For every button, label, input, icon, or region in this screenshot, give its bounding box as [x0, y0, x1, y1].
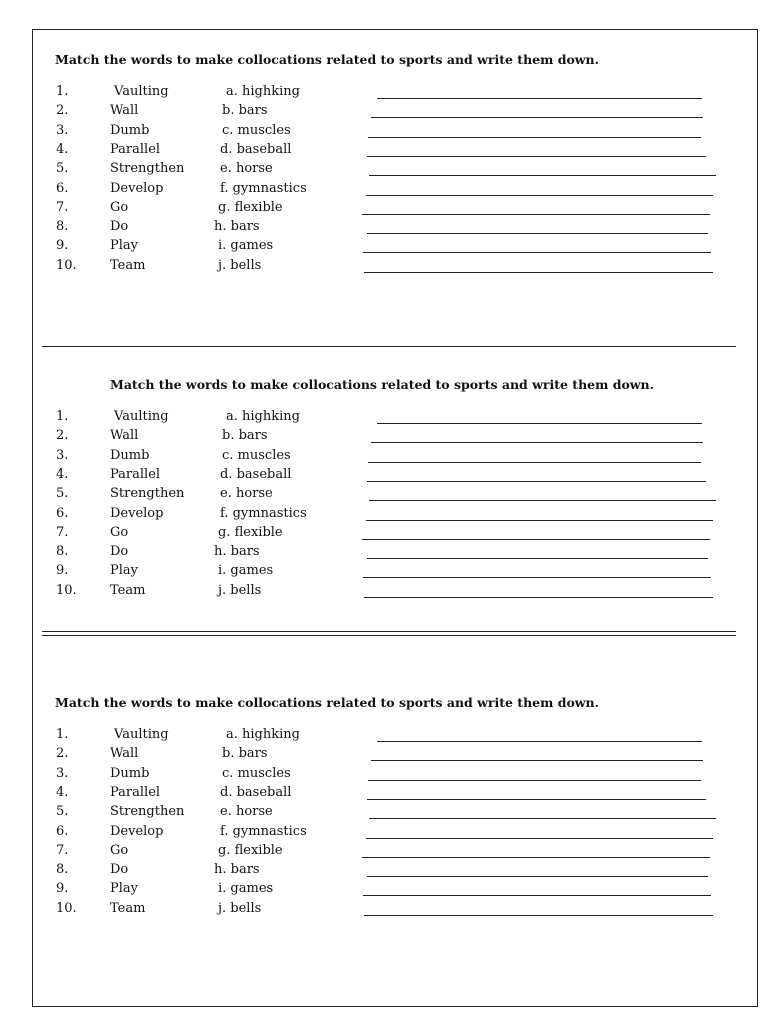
answer-line[interactable] [363, 577, 711, 578]
item-number: 1. [56, 84, 69, 99]
item-number: 7. [56, 199, 69, 215]
word-left: Develop [110, 823, 164, 839]
exercise-row [0, 746, 768, 765]
answer-line[interactable] [371, 117, 703, 118]
answer-line[interactable] [367, 799, 706, 800]
word-match: b. bars [222, 746, 268, 762]
item-number: 8. [56, 544, 69, 560]
word-match: f. gymnastics [220, 505, 307, 521]
word-match: f. gymnastics [220, 823, 307, 839]
exercise-row [0, 123, 768, 142]
word-left: Play [110, 881, 138, 897]
exercise-row [0, 103, 768, 122]
item-number: 3. [56, 122, 69, 138]
word-match: g. flexible [218, 199, 283, 215]
exercise-row [0, 238, 768, 257]
word-left: Vaulting [114, 84, 169, 99]
word-left: Develop [110, 180, 164, 196]
exercise-row [0, 544, 768, 563]
item-number: 10. [56, 900, 77, 916]
word-match: d. baseball [220, 141, 292, 157]
exercise-row [0, 219, 768, 238]
item-number: 6. [56, 505, 69, 521]
answer-line[interactable] [363, 252, 711, 253]
item-number: 9. [56, 881, 69, 897]
word-left: Play [110, 238, 138, 254]
word-match: e. horse [220, 486, 273, 502]
word-left: Develop [110, 505, 164, 521]
exercise-row [0, 142, 768, 161]
item-number: 6. [56, 180, 69, 196]
item-number: 2. [56, 103, 69, 119]
answer-line[interactable] [371, 760, 703, 761]
exercise-row [0, 727, 768, 746]
word-left: Parallel [110, 784, 161, 800]
answer-line[interactable] [368, 137, 701, 138]
word-match: i. games [218, 881, 274, 897]
item-number: 5. [56, 486, 69, 502]
answer-line[interactable] [366, 838, 713, 839]
exercise-row [0, 766, 768, 785]
word-match: h. bars [214, 544, 260, 560]
exercise-row [0, 525, 768, 544]
word-match: h. bars [214, 219, 260, 235]
answer-line[interactable] [362, 214, 710, 215]
item-number: 3. [56, 447, 69, 463]
item-number: 8. [56, 219, 69, 235]
word-match: c. muscles [222, 765, 291, 781]
word-left: Do [110, 544, 129, 560]
item-number: 4. [56, 141, 69, 157]
item-number: 10. [56, 582, 77, 598]
word-match: d. baseball [220, 466, 292, 482]
answer-line[interactable] [364, 272, 713, 273]
answer-line[interactable] [367, 876, 708, 877]
word-left: Play [110, 563, 138, 579]
word-match: j. bells [218, 582, 262, 598]
answer-line[interactable] [367, 481, 706, 482]
item-number: 1. [56, 409, 69, 424]
word-left: Do [110, 862, 129, 878]
word-left: Parallel [110, 466, 161, 482]
instruction-text: Match the words to make collocations related to sports and write them down. [110, 377, 654, 392]
word-match: i. games [218, 563, 274, 579]
word-left: Wall [110, 746, 139, 762]
answer-line[interactable] [367, 233, 708, 234]
exercise-row [0, 506, 768, 525]
item-number: 8. [56, 862, 69, 878]
answer-line[interactable] [368, 780, 701, 781]
word-match: g. flexible [218, 842, 283, 858]
answer-line[interactable] [362, 539, 710, 540]
word-match: e. horse [220, 804, 273, 820]
word-match: d. baseball [220, 784, 292, 800]
item-number: 3. [56, 765, 69, 781]
word-left: Dumb [110, 122, 150, 138]
word-match: i. games [218, 238, 274, 254]
word-left: Dumb [110, 765, 150, 781]
exercise-row [0, 583, 768, 602]
item-number: 2. [56, 746, 69, 762]
exercise-row [0, 881, 768, 900]
word-left: Team [110, 257, 146, 273]
exercise-row [0, 824, 768, 843]
answer-line[interactable] [366, 195, 713, 196]
word-match: j. bells [218, 257, 262, 273]
section-divider-double [42, 631, 736, 636]
item-number: 1. [56, 727, 69, 742]
word-left: Wall [110, 103, 139, 119]
word-left: Strengthen [110, 486, 185, 502]
word-left: Team [110, 900, 146, 916]
section-divider [42, 346, 736, 347]
exercise-row [0, 181, 768, 200]
word-left: Vaulting [114, 409, 169, 424]
item-number: 4. [56, 784, 69, 800]
answer-line[interactable] [371, 442, 703, 443]
item-number: 7. [56, 524, 69, 540]
exercise-row [0, 901, 768, 920]
item-number: 5. [56, 161, 69, 177]
answer-line[interactable] [364, 915, 713, 916]
word-match: a. highking [226, 84, 300, 99]
exercise-row [0, 428, 768, 447]
exercise-row [0, 862, 768, 881]
word-match: c. muscles [222, 447, 291, 463]
answer-line[interactable] [367, 558, 708, 559]
answer-line[interactable] [369, 818, 716, 819]
answer-line[interactable] [368, 462, 701, 463]
instruction-text: Match the words to make collocations related to sports and write them down. [55, 695, 599, 710]
word-left: Parallel [110, 141, 161, 157]
exercise-row [0, 785, 768, 804]
word-left: Dumb [110, 447, 150, 463]
answer-line[interactable] [363, 895, 711, 896]
answer-line[interactable] [369, 500, 716, 501]
exercise-row [0, 409, 768, 428]
word-left: Team [110, 582, 146, 598]
word-left: Do [110, 219, 129, 235]
word-match: e. horse [220, 161, 273, 177]
instruction-text: Match the words to make collocations related to sports and write them down. [55, 52, 599, 67]
item-number: 4. [56, 466, 69, 482]
item-number: 6. [56, 823, 69, 839]
word-left: Go [110, 199, 129, 215]
item-number: 9. [56, 238, 69, 254]
answer-line[interactable] [362, 857, 710, 858]
answer-line[interactable] [369, 175, 716, 176]
exercise-row [0, 84, 768, 103]
word-match: a. highking [226, 727, 300, 742]
word-match: b. bars [222, 103, 268, 119]
word-match: g. flexible [218, 524, 283, 540]
answer-line[interactable] [367, 156, 706, 157]
word-left: Strengthen [110, 804, 185, 820]
answer-line[interactable] [377, 98, 702, 99]
word-left: Vaulting [114, 727, 169, 742]
answer-line[interactable] [364, 597, 713, 598]
exercise-row [0, 200, 768, 219]
answer-line[interactable] [366, 520, 713, 521]
answer-line[interactable] [377, 423, 702, 424]
word-left: Go [110, 842, 129, 858]
word-match: h. bars [214, 862, 260, 878]
exercise-row [0, 161, 768, 180]
word-left: Wall [110, 428, 139, 444]
item-number: 9. [56, 563, 69, 579]
exercise-row [0, 258, 768, 277]
exercise-row [0, 467, 768, 486]
word-left: Strengthen [110, 161, 185, 177]
word-match: c. muscles [222, 122, 291, 138]
exercise-row [0, 563, 768, 582]
exercise-row [0, 843, 768, 862]
word-match: a. highking [226, 409, 300, 424]
word-left: Go [110, 524, 129, 540]
item-number: 7. [56, 842, 69, 858]
item-number: 2. [56, 428, 69, 444]
item-number: 5. [56, 804, 69, 820]
exercise-row [0, 448, 768, 467]
word-match: b. bars [222, 428, 268, 444]
exercise-row [0, 804, 768, 823]
exercise-row [0, 486, 768, 505]
word-match: f. gymnastics [220, 180, 307, 196]
word-match: j. bells [218, 900, 262, 916]
answer-line[interactable] [377, 741, 702, 742]
item-number: 10. [56, 257, 77, 273]
